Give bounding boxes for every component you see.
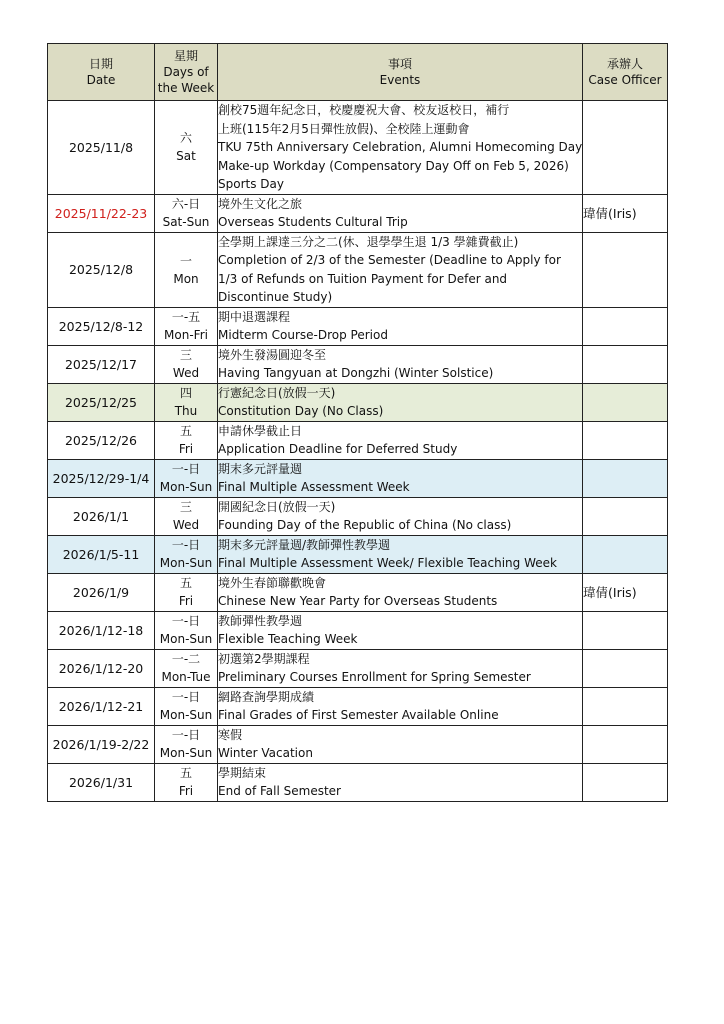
event-line: Sports Day (218, 177, 284, 191)
row-officer (583, 763, 668, 801)
event-line: 全學期上課達三分之二(休、退學學生退 1/3 學雜費截止) (218, 234, 519, 249)
row-date: 2026/1/9 (48, 573, 155, 611)
row-date: 2025/12/8 (48, 232, 155, 307)
header-date: 日期 Date (48, 44, 155, 101)
row-event (218, 535, 583, 573)
row-officer (583, 232, 668, 307)
row-event (218, 725, 583, 763)
event-line: Chinese New Year Party for Overseas Students (218, 594, 498, 608)
row-event (218, 763, 583, 801)
event-line: Make-up Workday (Compensatory Day Off on Feb 5, 2026) (218, 158, 569, 173)
event-line: Final Grades of First Semester Available Online (218, 708, 499, 722)
row-officer (583, 535, 668, 573)
row-day-en: Mon (173, 271, 199, 286)
row-date: 2026/1/31 (48, 763, 155, 801)
event-line: 上班(115年2月5日彈性放假)、全校陸上運動會 (218, 121, 470, 136)
row-date: 2025/12/17 (48, 345, 155, 383)
event-line: 境外生春節聯歡晚會 (218, 575, 327, 590)
table-row (48, 101, 668, 195)
row-day (155, 573, 218, 611)
table-row (48, 649, 668, 687)
row-day-zh: 一 (179, 253, 192, 268)
row-officer (583, 611, 668, 649)
table-row (48, 573, 668, 611)
table-row (48, 421, 668, 459)
table-row (48, 307, 668, 345)
row-day-en: Wed (172, 366, 200, 380)
row-day (155, 383, 218, 421)
table-row (48, 763, 668, 801)
header-officer: 承辦人 Case Officer (583, 44, 668, 101)
table-row (48, 232, 668, 307)
row-day (155, 101, 218, 195)
row-event (218, 307, 583, 345)
row-date: 2025/12/8-12 (48, 307, 155, 345)
row-day-zh: 一-日 (171, 462, 201, 476)
row-event (218, 611, 583, 649)
row-day-zh: 一-日 (171, 614, 201, 628)
row-day-zh: 六-日 (171, 197, 201, 211)
header-row (48, 44, 668, 101)
table-row (48, 611, 668, 649)
row-day (155, 725, 218, 763)
row-officer (583, 383, 668, 421)
event-line: 初選第2學期課程 (218, 651, 310, 666)
calendar-body (48, 101, 668, 802)
event-line: TKU 75th Anniversary Celebration, Alumni Homecoming Day (218, 140, 582, 154)
event-line: 開國紀念日(放假一天) (218, 499, 336, 514)
row-day-zh: 一-日 (171, 538, 201, 552)
row-day (155, 232, 218, 307)
event-line: Having Tangyuan at Dongzhi (Winter Solstice) (218, 366, 494, 380)
row-date: 2025/12/29-1/4 (48, 459, 155, 497)
row-day-zh: 四 (179, 386, 192, 400)
table-row (48, 194, 668, 232)
event-line: Midterm Course-Drop Period (218, 328, 388, 342)
row-day-en: Fri (178, 784, 194, 798)
row-date: 2026/1/1 (48, 497, 155, 535)
event-line: 教師彈性教學週 (218, 613, 303, 628)
table-row (48, 725, 668, 763)
event-line: Final Multiple Assessment Week (218, 480, 410, 494)
event-line: 寒假 (218, 727, 243, 742)
event-line: Application Deadline for Deferred Study (218, 442, 458, 456)
row-date: 2026/1/12-21 (48, 687, 155, 725)
row-date: 2025/11/8 (48, 101, 155, 195)
event-line: 境外生發湯圓迎冬至 (218, 347, 327, 362)
table-row (48, 535, 668, 573)
event-line: 行憲紀念日(放假一天) (218, 385, 336, 400)
row-day-en: Mon-Sun (159, 632, 213, 646)
event-line: 期末多元評量週/教師彈性教學週 (218, 537, 391, 552)
row-day-zh: 五 (179, 424, 192, 438)
row-officer (583, 101, 668, 195)
row-event (218, 383, 583, 421)
row-officer (583, 687, 668, 725)
row-date: 2026/1/5-11 (48, 535, 155, 573)
row-day-en: Sat (176, 149, 196, 164)
row-day-zh: 六 (179, 131, 192, 146)
row-day-en: Mon-Tue (161, 670, 211, 684)
row-day (155, 763, 218, 801)
row-day-en: Fri (178, 594, 194, 608)
row-event (218, 345, 583, 383)
row-event (218, 232, 583, 307)
row-day-zh: 三 (179, 348, 192, 362)
row-day-zh: 三 (179, 500, 192, 514)
row-day-en: Mon-Sun (159, 480, 213, 494)
row-day-en: Mon-Sun (159, 708, 213, 722)
event-line: Final Multiple Assessment Week/ Flexible Teaching Week (218, 556, 557, 570)
row-officer (583, 725, 668, 763)
row-day (155, 194, 218, 232)
table-row (48, 497, 668, 535)
row-day-en: Thu (174, 404, 198, 418)
event-line: Winter Vacation (218, 746, 313, 760)
row-event (218, 194, 583, 232)
row-day (155, 687, 218, 725)
row-officer: 瑋倩(Iris) (583, 194, 668, 232)
event-line: 期末多元評量週 (218, 461, 303, 476)
event-line: End of Fall Semester (218, 784, 341, 798)
table-row (48, 687, 668, 725)
event-line: Preliminary Courses Enrollment for Spring Semester (218, 670, 531, 684)
row-officer (583, 459, 668, 497)
event-line: 網路查詢學期成績 (218, 689, 315, 704)
row-officer: 瑋倩(Iris) (583, 573, 668, 611)
event-line: 境外生文化之旅 (218, 196, 303, 211)
row-day (155, 459, 218, 497)
row-officer (583, 345, 668, 383)
row-event (218, 101, 583, 195)
event-line: 期中退選課程 (218, 309, 291, 324)
row-day-zh: 一-日 (171, 728, 201, 742)
row-date: 2026/1/12-18 (48, 611, 155, 649)
row-day-zh: 一-日 (171, 690, 201, 704)
row-day-zh: 五 (179, 576, 192, 590)
header-events: 事項 Events (218, 44, 583, 101)
row-day-en: Mon-Sun (159, 746, 213, 760)
row-day-en: Sat-Sun (162, 215, 210, 229)
row-day (155, 421, 218, 459)
row-day-en: Mon-Sun (159, 556, 213, 570)
row-officer (583, 649, 668, 687)
row-day (155, 497, 218, 535)
row-day (155, 649, 218, 687)
row-day (155, 611, 218, 649)
event-line: 1/3 of Refunds on Tuition Payment for Defer and (218, 271, 508, 286)
row-day-zh: 一-五 (171, 310, 201, 324)
event-line: 創校75週年紀念日，校慶慶祝大會、校友返校日，補行 (218, 103, 510, 117)
row-event (218, 459, 583, 497)
row-day-en: Mon-Fri (164, 328, 208, 342)
row-day-en: Wed (172, 518, 200, 532)
row-event (218, 573, 583, 611)
calendar-table (47, 43, 668, 802)
row-date: 2026/1/19-2/22 (48, 725, 155, 763)
row-officer (583, 497, 668, 535)
row-officer (583, 421, 668, 459)
event-line: Overseas Students Cultural Trip (218, 215, 408, 229)
row-event (218, 649, 583, 687)
event-line: Founding Day of the Republic of China (No class) (218, 518, 512, 532)
event-line: Discontinue Study) (218, 290, 333, 304)
table-row (48, 459, 668, 497)
event-line: 學期結束 (218, 765, 267, 780)
row-day-zh: 五 (179, 766, 192, 780)
row-day (155, 307, 218, 345)
row-event (218, 497, 583, 535)
header-day: 星期 Days of the Week (155, 44, 218, 101)
row-date: 2026/1/12-20 (48, 649, 155, 687)
row-officer (583, 307, 668, 345)
table-row (48, 345, 668, 383)
row-day-zh: 一-二 (171, 652, 201, 666)
event-line: Flexible Teaching Week (218, 632, 358, 646)
row-event (218, 687, 583, 725)
row-event (218, 421, 583, 459)
row-day (155, 535, 218, 573)
row-date: 2025/12/25 (48, 383, 155, 421)
row-date: 2025/11/22-23 (48, 194, 155, 232)
event-line: Completion of 2/3 of the Semester (Deadline to Apply for (218, 253, 561, 267)
event-line: Constitution Day (No Class) (218, 404, 384, 418)
event-line: 申請休學截止日 (218, 423, 303, 438)
row-day (155, 345, 218, 383)
row-day-en: Fri (178, 442, 194, 456)
table-row (48, 383, 668, 421)
row-date: 2025/12/26 (48, 421, 155, 459)
